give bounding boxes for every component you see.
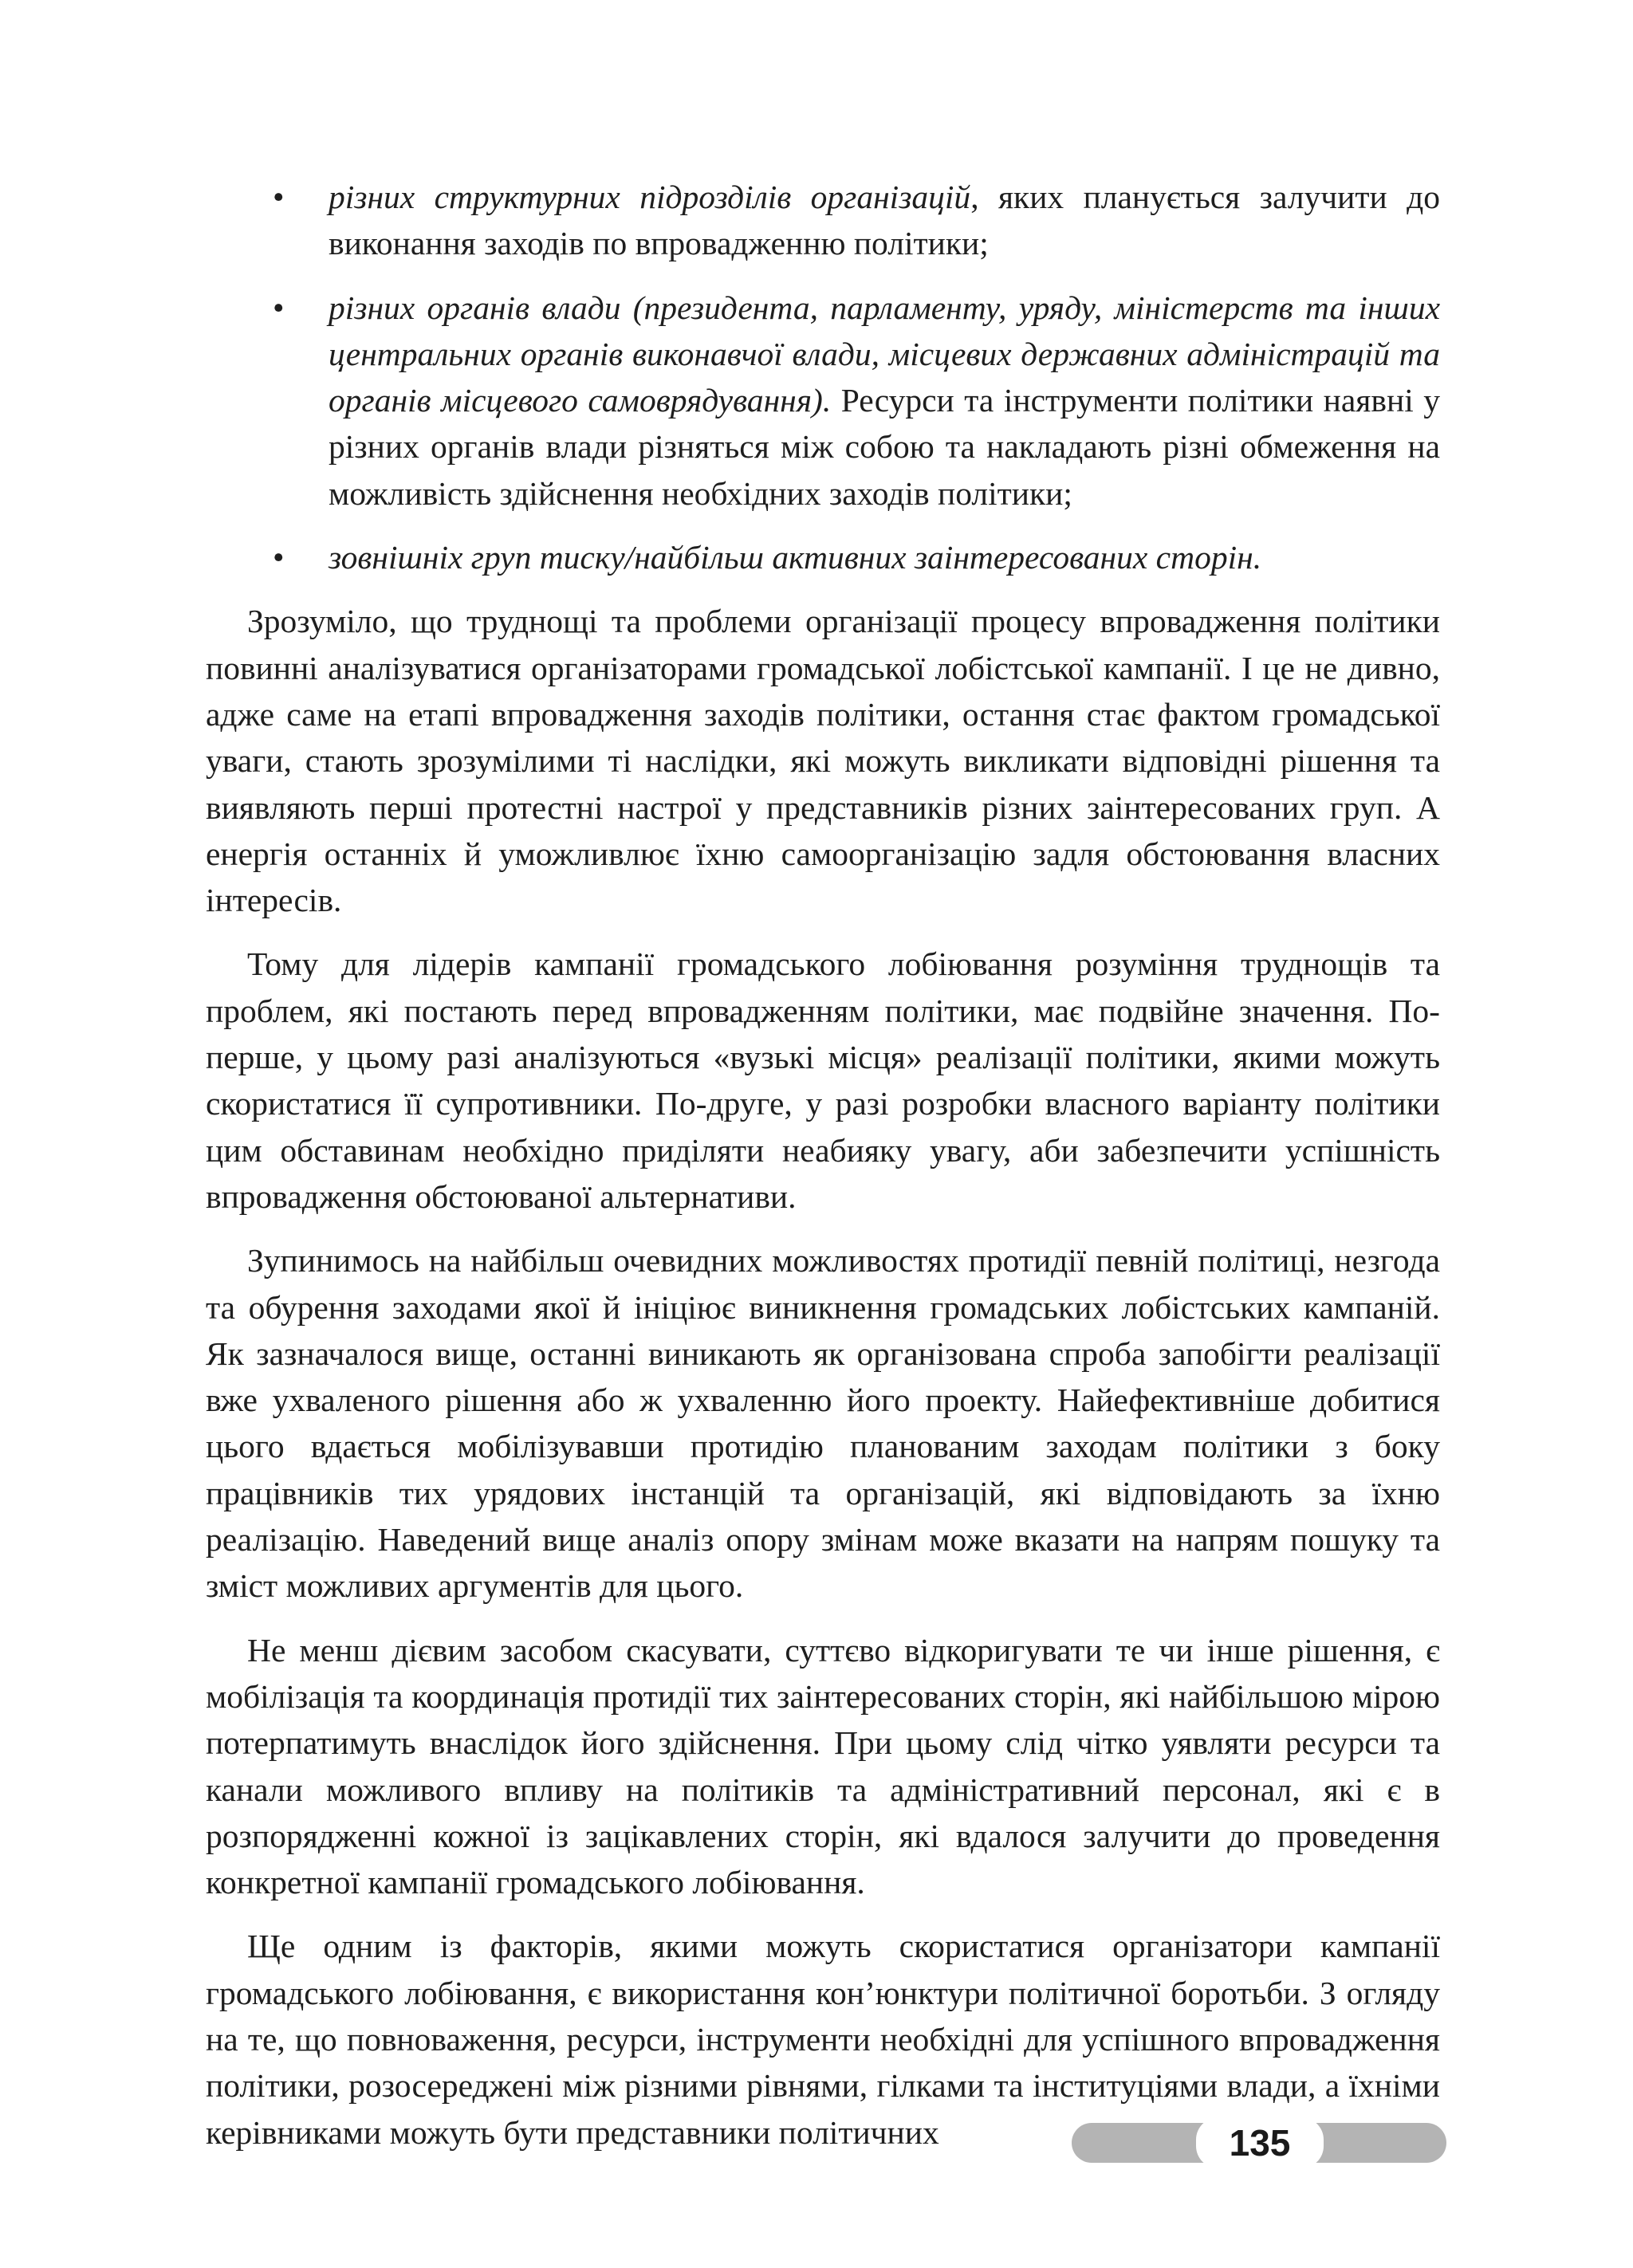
bullet-marker: •	[273, 179, 285, 215]
bullet-text: , яких планується залучити до виконання заходів по впровадженню політики;	[329, 179, 1440, 262]
body-paragraph: Не менш дієвим засобом скасувати, суттєво відкоригувати те чи інше рішення, є мобілізація та координація протидії тих заінтересованих сторін, які найбільшою мірою потерпатимуть внаслідок його здійснення. При цьому слід чітко уявляти ресурси та канали можливого впливу на політиків та адміністративний персонал, які є в розпорядженні кожної із зацікавлених сторін, які вдалося залучити до проведення конкретної кампанії громадського лобіювання.	[206, 1631, 1440, 1901]
bullet-item	[206, 534, 1440, 580]
body-paragraph: Зупинимось на найбільш очевидних можливостях протидії певній політиці, незгода та обурення заходами якої й ініціює виникнення громадських лобістських кампаній. Як зазначалося вище, останні виникають як організована спроба запобігти реалізації вже ухваленого рішення або ж ухваленню його проекту. Найефективніше добитися цього вдається мобілізувавши протидію планованим заходам політики з боку працівників тих урядових інстанцій та організацій, які відповідають за їхню реалізацію. Наведений вище аналіз опору змінам може вказати на напрям пошуку та зміст можливих аргументів для цього.	[206, 1242, 1440, 1605]
bullet-marker: •	[273, 539, 285, 576]
page-number: 135	[1229, 2122, 1291, 2164]
bullet-list	[206, 174, 1440, 580]
body-paragraph: Ще одним із факторів, якими можуть скористатися організатори кампанії громадського лобіювання, є використання кон’юнктури політичної боротьби. З огляду на те, що повноваження, ресурси, інструменти необхідні для успішного впровадження політики, розосереджені між різними рівнями, гілками та інституціями влади, а їхніми керівниками можуть бути представники політичних	[206, 1928, 1440, 2151]
page-content	[206, 174, 1440, 2173]
bullet-italic-text: різних структурних підрозділів організацій	[329, 179, 971, 215]
bullet-italic-text: різних органів влади (президента, парламенту, уряду, міністерств та інших центральних органів виконавчої влади, місцевих державних адміністрацій та органів місцевого самоврядування).	[329, 289, 1440, 419]
body-paragraph: Зрозуміло, що труднощі та проблеми організації процесу впровадження політики повинні аналізуватися організаторами громадської лобістської кампанії. І це не дивно, адже саме на етапі впровадження заходів політики, остання стає фактом громадської уваги, стають зрозумілими ті наслідки, які можуть викликати відповідні рішення та виявляють перші протестні настрої у представників різних заінтересованих груп. А енергія останніх й уможливлює їхню самоорганізацію задля обстоювання власних інтересів.	[206, 603, 1440, 919]
bullet-marker: •	[273, 289, 285, 326]
body-paragraph: Тому для лідерів кампанії громадського лобіювання розуміння труднощів та проблем, які постають перед впровадженням політики, має подвійне значення. По-перше, у цьому разі аналізуються «вузькі місця» реалізації політики, якими можуть скористатися її супротивники. По-друге, у разі розробки власного варіанту політики цим обставинам необхідно приділяти неабияку увагу, аби забезпечити успішність впровадження обстоюваної альтернативи.	[206, 945, 1440, 1215]
bullet-italic-text: зовнішніх груп тиску/найбільш активних заінтересованих сторін.	[329, 539, 1262, 576]
bullet-text: Ресурси та інструменти політики наявні у різних органів влади різняться між собою та накладають різні обмеження на можливість здійснення необхідних заходів політики;	[329, 382, 1440, 512]
bullet-item	[206, 285, 1440, 517]
bullet-item	[206, 174, 1440, 267]
